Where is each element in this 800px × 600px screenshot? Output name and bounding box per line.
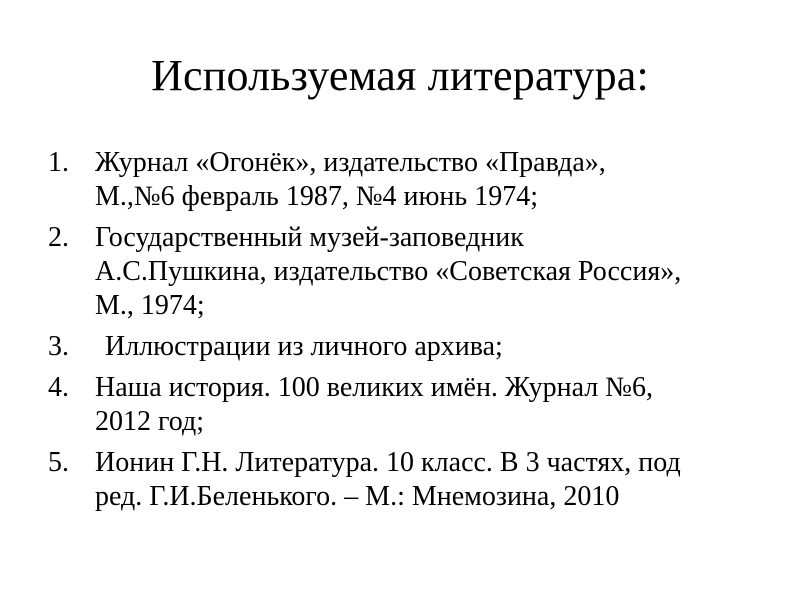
reference-list xyxy=(48,146,768,521)
reference-line: ред. Г.И.Беленького. – М.: Мнемозина, 2010 xyxy=(95,481,620,512)
reference-line: М.,№6 февраль 1987, №4 июнь 1974; xyxy=(95,181,538,212)
reference-number: 4. xyxy=(48,372,69,403)
reference-item-5 xyxy=(48,446,768,514)
reference-number: 3. xyxy=(48,331,69,362)
reference-line: 2012 год; xyxy=(95,406,205,437)
reference-item-3 xyxy=(48,330,768,364)
reference-line: Иллюстрации из личного архива; xyxy=(105,331,503,362)
reference-line: М., 1974; xyxy=(95,290,205,321)
reference-number: 1. xyxy=(48,147,69,178)
slide-title: Используемая литература: xyxy=(151,51,649,100)
reference-line: А.С.Пушкина, издательство «Советская Россия», xyxy=(95,256,682,287)
reference-item-4 xyxy=(48,371,768,439)
reference-number: 5. xyxy=(48,447,69,478)
reference-line: Государственный музей-заповедник xyxy=(95,222,524,253)
reference-item-2 xyxy=(48,221,768,323)
reference-line: Наша история. 100 великих имён. Журнал №6, xyxy=(95,372,653,403)
reference-number: 2. xyxy=(48,222,69,253)
reference-item-1 xyxy=(48,146,768,214)
reference-line: Ионин Г.Н. Литература. 10 класс. В 3 частях, под xyxy=(95,447,681,478)
reference-line: Журнал «Огонёк», издательство «Правда», xyxy=(95,147,606,178)
